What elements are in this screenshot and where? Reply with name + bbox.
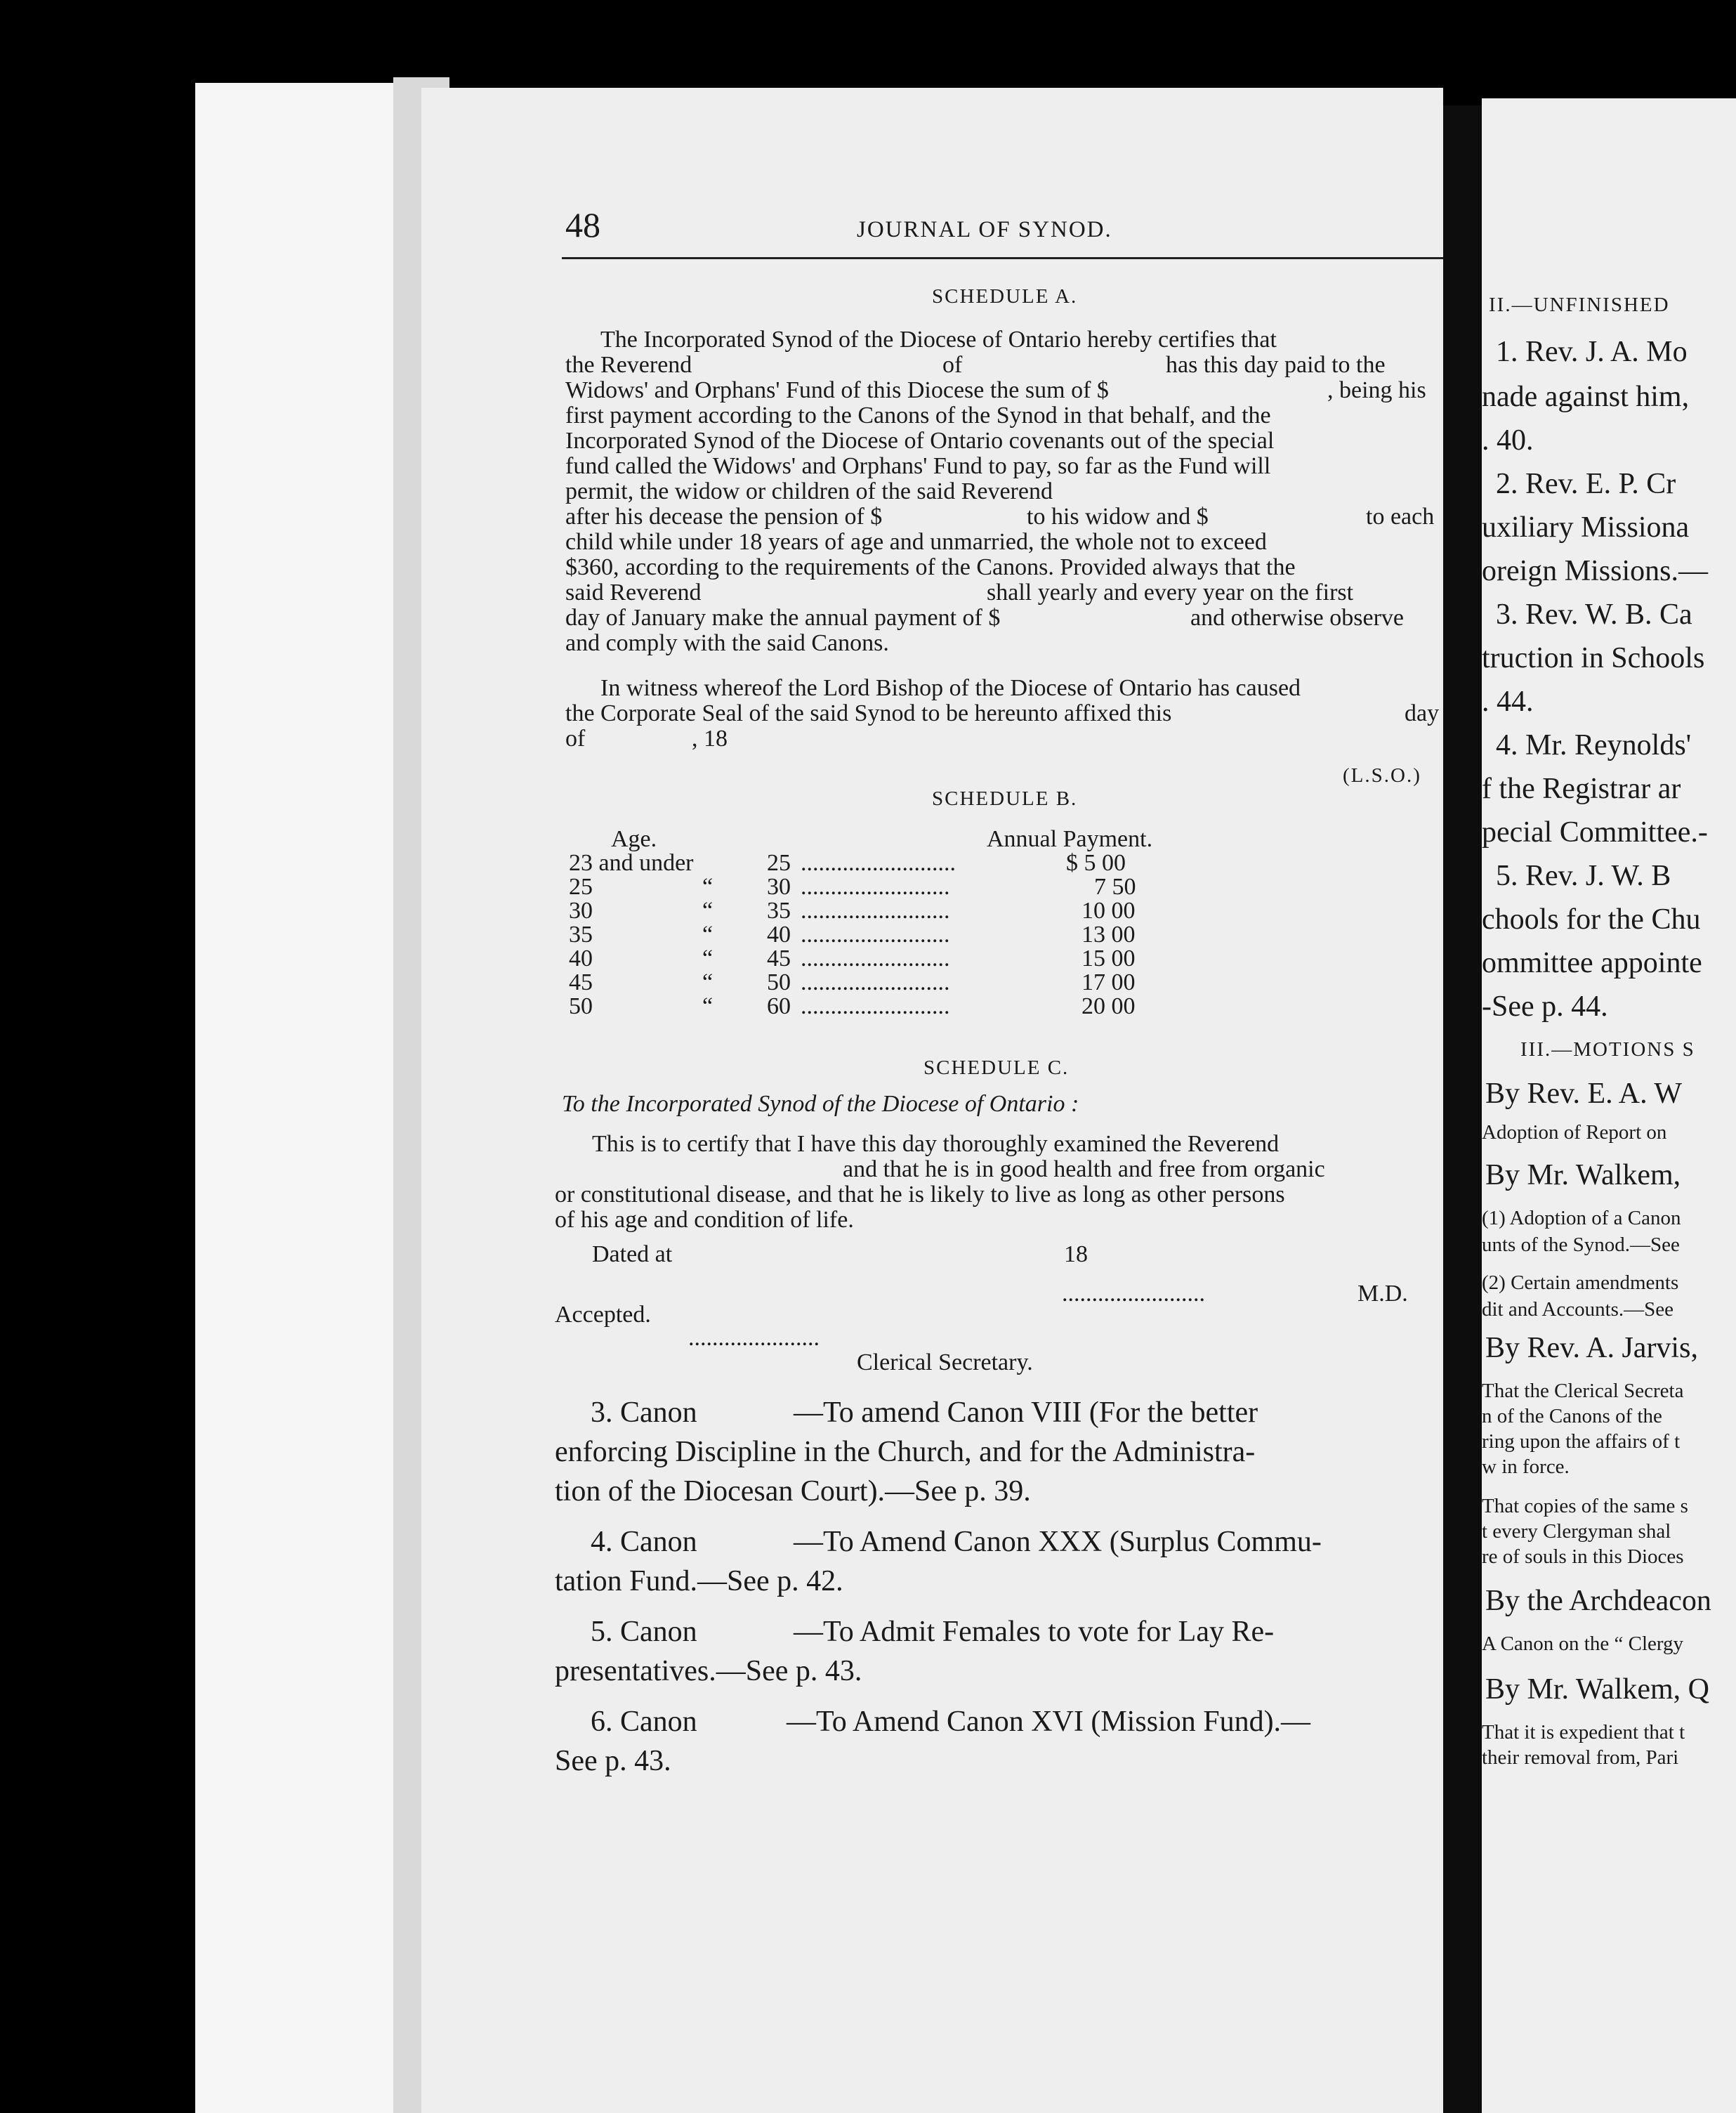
payment-column-header: Annual Payment. xyxy=(987,826,1153,852)
right-line: 5. Rev. J. W. B xyxy=(1496,860,1671,892)
right-line: nade against him, xyxy=(1482,381,1690,413)
right-line: truction in Schools xyxy=(1482,642,1705,674)
right-line: dit and Accounts.—See xyxy=(1482,1298,1674,1321)
canon-3-title: —To amend Canon VIII (For the better xyxy=(794,1396,1258,1429)
right-line: 2. Rev. E. P. Cr xyxy=(1496,468,1676,500)
age-to: 25 xyxy=(767,850,791,876)
right-line: That the Clerical Secreta xyxy=(1482,1380,1684,1402)
canon-4-line: tation Fund.—See p. 42. xyxy=(555,1565,843,1597)
schedule-a-line: of xyxy=(942,352,963,378)
canon-6-line: See p. 43. xyxy=(555,1745,671,1777)
age-from: 23 and under xyxy=(569,850,694,876)
right-line: w in force. xyxy=(1482,1455,1570,1478)
md-label: M.D. xyxy=(1357,1281,1408,1307)
schedule-a-line: fund called the Widows' and Orphans' Fund to pay, so far as the Fund will xyxy=(565,453,1271,479)
header-rule xyxy=(562,257,1443,259)
ditto-mark: “ xyxy=(702,874,714,900)
canon-3-number: 3. Canon xyxy=(591,1396,697,1429)
accepted-label: Accepted. xyxy=(555,1302,651,1328)
right-line: chools for the Chu xyxy=(1482,903,1701,936)
payment-value: 13 00 xyxy=(1081,922,1136,948)
canon-5-title: —To Admit Females to vote for Lay Re- xyxy=(794,1616,1275,1648)
canon-3-line: tion of the Diocesan Court).—See p. 39. xyxy=(555,1475,1031,1507)
ditto-mark: “ xyxy=(702,969,714,995)
right-line: By Rev. A. Jarvis, xyxy=(1485,1332,1698,1364)
right-line: That copies of the same s xyxy=(1482,1495,1688,1517)
ditto-mark: “ xyxy=(702,898,714,924)
canon-6-title: —To Amend Canon XVI (Mission Fund).— xyxy=(787,1706,1311,1738)
outer-sheet xyxy=(195,83,427,2113)
payment-value: 15 00 xyxy=(1081,946,1136,972)
right-line: -See p. 44. xyxy=(1482,990,1608,1023)
page-number: 48 xyxy=(565,205,600,244)
right-line: By the Archdeacon xyxy=(1485,1585,1711,1617)
canon-4-number: 4. Canon xyxy=(591,1526,697,1558)
witness-line: day xyxy=(1405,700,1440,726)
payment-value: 7 50 xyxy=(1094,874,1136,900)
right-line: oreign Missions.— xyxy=(1482,555,1709,587)
age-to: 60 xyxy=(767,993,791,1019)
right-line: A Canon on the “ Clergy xyxy=(1482,1633,1684,1655)
leader-dots: ......................... xyxy=(801,898,950,924)
right-line: . 40. xyxy=(1482,424,1534,457)
book-gutter xyxy=(1436,105,1489,2113)
ditto-mark: “ xyxy=(702,946,714,972)
secretary-dots: ...................... xyxy=(688,1325,820,1351)
ditto-mark: “ xyxy=(702,922,714,948)
schedule-a-line: said Reverend xyxy=(565,580,702,606)
right-line: Adoption of Report on xyxy=(1482,1121,1667,1144)
schedule-a-line: has this day paid to the xyxy=(1166,352,1386,378)
schedule-b-heading: SCHEDULE B. xyxy=(932,787,1078,810)
schedule-c-line: This is to certify that I have this day thoroughly examined the Reverend xyxy=(592,1131,1280,1157)
schedule-a-heading: SCHEDULE A. xyxy=(932,285,1078,308)
year-prefix: 18 xyxy=(1064,1241,1088,1267)
right-line: By Rev. E. A. W xyxy=(1485,1078,1682,1110)
age-to: 45 xyxy=(767,946,791,972)
age-column-header: Age. xyxy=(611,826,657,852)
canon-5-line: presentatives.—See p. 43. xyxy=(555,1655,862,1687)
leader-dots: ......................... xyxy=(801,874,950,900)
canon-4-title: —To Amend Canon XXX (Surplus Commu- xyxy=(794,1526,1322,1558)
age-from: 45 xyxy=(569,969,593,995)
right-line: By Mr. Walkem, xyxy=(1485,1159,1681,1191)
schedule-a-line: the Reverend xyxy=(565,352,692,378)
schedule-c-line: or constitutional disease, and that he is likely to live as long as other persons xyxy=(555,1182,1285,1208)
canon-3-line: enforcing Discipline in the Church, and for the Administra- xyxy=(555,1436,1256,1468)
schedule-a-line: after his decease the pension of $ xyxy=(565,504,883,530)
schedule-a-line: day of January make the annual payment of $ xyxy=(565,605,1001,631)
right-line: That it is expedient that t xyxy=(1482,1721,1685,1744)
schedule-a-line: to each xyxy=(1366,504,1435,530)
right-section-heading: II.—UNFINISHED xyxy=(1489,294,1670,316)
witness-line: , 18 xyxy=(692,726,728,752)
left-page xyxy=(421,88,1443,2113)
schedule-a-line: first payment according to the Canons of the Synod in that behalf, and the xyxy=(565,403,1271,429)
age-from: 25 xyxy=(569,874,593,900)
schedule-a-line: , being his xyxy=(1327,377,1426,403)
right-line: uxiliary Missiona xyxy=(1482,511,1690,544)
witness-line: the Corporate Seal of the said Synod to be hereunto affixed this xyxy=(565,700,1172,726)
ditto-mark: “ xyxy=(702,993,714,1019)
leader-dots: ......................... xyxy=(801,922,950,948)
right-line: unts of the Synod.—See xyxy=(1482,1234,1680,1256)
right-line: re of souls in this Dioces xyxy=(1482,1545,1684,1568)
schedule-a-line: and comply with the said Canons. xyxy=(565,630,889,656)
right-line: their removal from, Pari xyxy=(1482,1746,1679,1769)
right-line: 1. Rev. J. A. Mo xyxy=(1496,336,1688,368)
canon-6-number: 6. Canon xyxy=(591,1706,697,1738)
age-from: 50 xyxy=(569,993,593,1019)
schedule-a-line: and otherwise observe xyxy=(1190,605,1405,631)
schedule-a-line: shall yearly and every year on the first xyxy=(987,580,1354,606)
right-line: . 44. xyxy=(1482,686,1534,718)
witness-line: In witness whereof the Lord Bishop of the Diocese of Ontario has caused xyxy=(600,675,1301,701)
payment-value: 10 00 xyxy=(1081,898,1136,924)
age-to: 50 xyxy=(767,969,791,995)
right-line: f the Registrar ar xyxy=(1482,773,1681,805)
right-line: n of the Canons of the xyxy=(1482,1405,1662,1427)
right-line: 3. Rev. W. B. Ca xyxy=(1496,598,1692,631)
schedule-a-line: Widows' and Orphans' Fund of this Diocese the sum of $ xyxy=(565,377,1109,403)
schedule-a-line: The Incorporated Synod of the Diocese of Ontario hereby certifies that xyxy=(600,327,1277,353)
payment-value: 17 00 xyxy=(1081,969,1136,995)
right-line: pecial Committee.- xyxy=(1482,816,1708,849)
schedule-a-line: $360, according to the requirements of the Canons. Provided always that the xyxy=(565,554,1296,580)
right-page xyxy=(1482,98,1736,2113)
secretary-label: Clerical Secretary. xyxy=(857,1349,1033,1375)
schedule-a-line: permit, the widow or children of the said Reverend xyxy=(565,478,1053,504)
canon-5-number: 5. Canon xyxy=(591,1616,697,1648)
dated-at-label: Dated at xyxy=(592,1241,673,1267)
right-line: (2) Certain amendments xyxy=(1482,1271,1679,1294)
right-section-heading: III.—MOTIONS S xyxy=(1520,1038,1695,1061)
age-to: 30 xyxy=(767,874,791,900)
leader-dots: ......................... xyxy=(801,946,950,972)
right-line: By Mr. Walkem, Q xyxy=(1485,1673,1709,1706)
schedule-c-line: of his age and condition of life. xyxy=(555,1207,854,1233)
seal-mark: (L.S.O.) xyxy=(1343,764,1421,787)
payment-value: 20 00 xyxy=(1081,993,1136,1019)
right-line: ommittee appointe xyxy=(1482,947,1702,979)
schedule-a-line: child while under 18 years of age and unmarried, the whole not to exceed xyxy=(565,529,1267,555)
right-line: t every Clergyman shal xyxy=(1482,1520,1671,1543)
age-from: 30 xyxy=(569,898,593,924)
leader-dots: ......................... xyxy=(801,993,950,1019)
schedule-c-addressee: To the Incorporated Synod of the Diocese of Ontario : xyxy=(562,1091,1079,1117)
payment-value: $ 5 00 xyxy=(1066,850,1126,876)
age-from: 35 xyxy=(569,922,593,948)
signature-dots: ........................ xyxy=(1062,1281,1205,1307)
right-line: ring upon the affairs of t xyxy=(1482,1430,1681,1453)
running-title: JOURNAL OF SYNOD. xyxy=(857,217,1112,242)
right-line: 4. Mr. Reynolds' xyxy=(1496,729,1692,761)
witness-line: of xyxy=(565,726,586,752)
leader-dots: ......................... xyxy=(801,969,950,995)
schedule-c-heading: SCHEDULE C. xyxy=(923,1056,1070,1079)
age-to: 35 xyxy=(767,898,791,924)
right-line: (1) Adoption of a Canon xyxy=(1482,1207,1681,1229)
age-from: 40 xyxy=(569,946,593,972)
leader-dots: .......................... xyxy=(801,850,956,876)
age-to: 40 xyxy=(767,922,791,948)
schedule-a-line: to his widow and $ xyxy=(1027,504,1209,530)
schedule-c-line: and that he is in good health and free from organic xyxy=(843,1156,1325,1182)
schedule-a-line: Incorporated Synod of the Diocese of Ontario covenants out of the special xyxy=(565,428,1275,454)
